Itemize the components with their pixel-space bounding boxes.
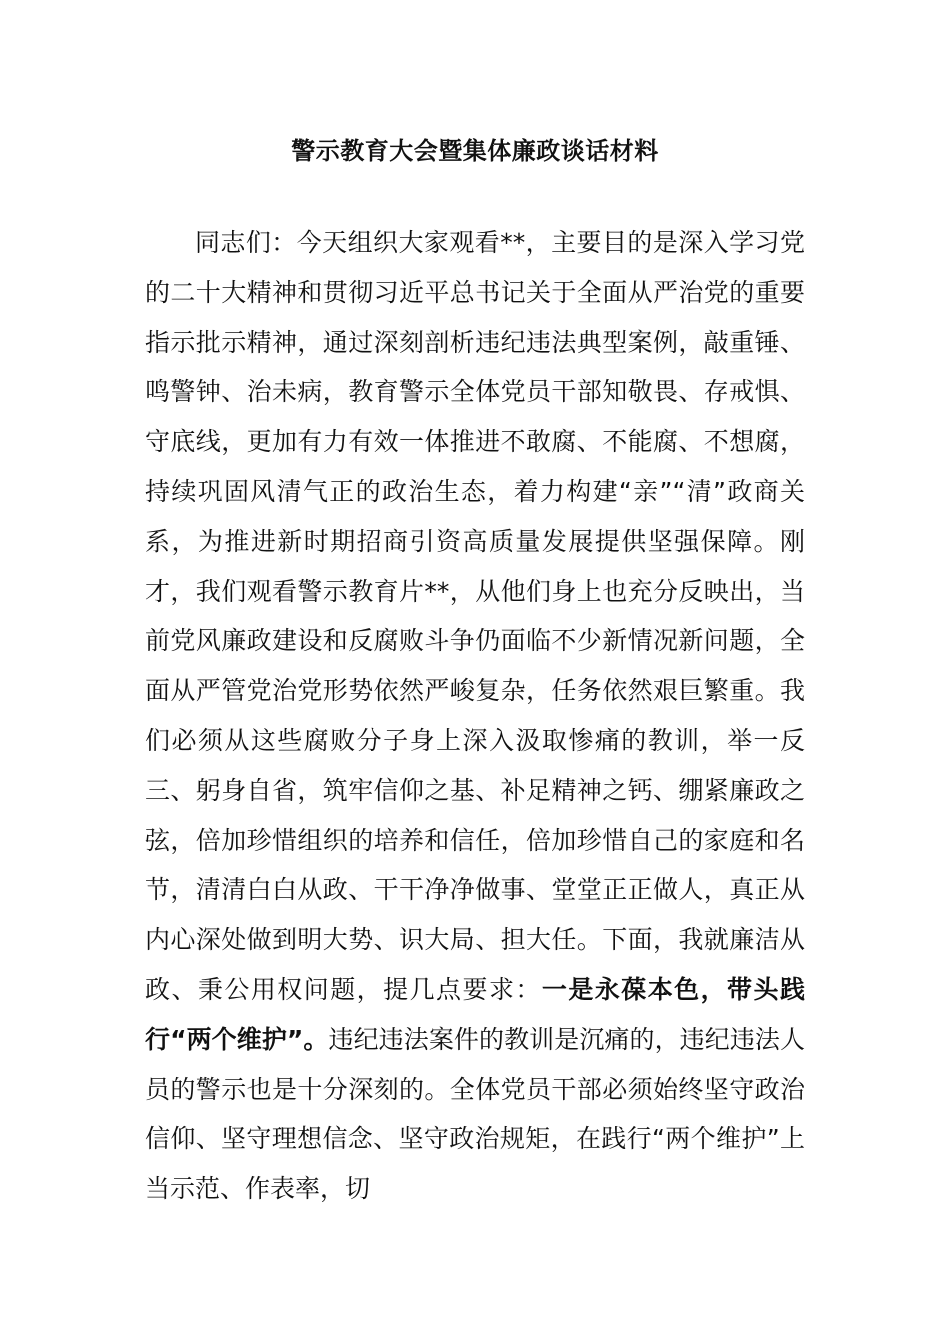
- body-paragraph: [145, 218, 805, 1214]
- document-title: 警示教育大会暨集体廉政谈话材料: [291, 137, 659, 165]
- paragraph-bold-heading: 一是永葆本色，带头践行“两个维护”。: [145, 974, 805, 1054]
- paragraph-text-part2: 违纪违法案件的教训是沉痛的，违纪违法人员的警示也是十分深刻的。全体党员干部必须始终坚守政治信仰、坚守理想信念、坚守政治规矩，在践行“两个维护”上当示范、作表率，切: [145, 1024, 805, 1204]
- paragraph-text-part1: 同志们：今天组织大家观看**，主要目的是深入学习党的二十大精神和贯彻习近平总书记关于全面从严治党的重要指示批示精神，通过深刻剖析违纪违法典型案例，敲重锤、鸣警钟、治未病，教育警示全体党员干部知敬畏、存戒惧、守底线，更加有力有效一体推进不敢腐、不能腐、不想腐，持续巩固风清气正的政治生态，着力构建“亲”“清”政商关系，为推进新时期招商引资高质量发展提供坚强保障。刚才，我们观看警示教育片**，从他们身上也充分反映出，当前党风廉政建设和反腐败斗争仍面临不少新情况新问题，全面从严管党治党形势依然严峻复杂，任务依然艰巨繁重。我们必须从这些腐败分子身上深入汲取惨痛的教训，举一反三、躬身自省，筑牢信仰之基、补足精神之钙、绷紧廉政之弦，倍加珍惜组织的培养和信任，倍加珍惜自己的家庭和名节，清清白白从政、干干净净做事、堂堂正正做人，真正从内心深处做到明大势、识大局、担大任。下面，我就廉洁从政、秉公用权问题，提几点要求：: [145, 228, 805, 1004]
